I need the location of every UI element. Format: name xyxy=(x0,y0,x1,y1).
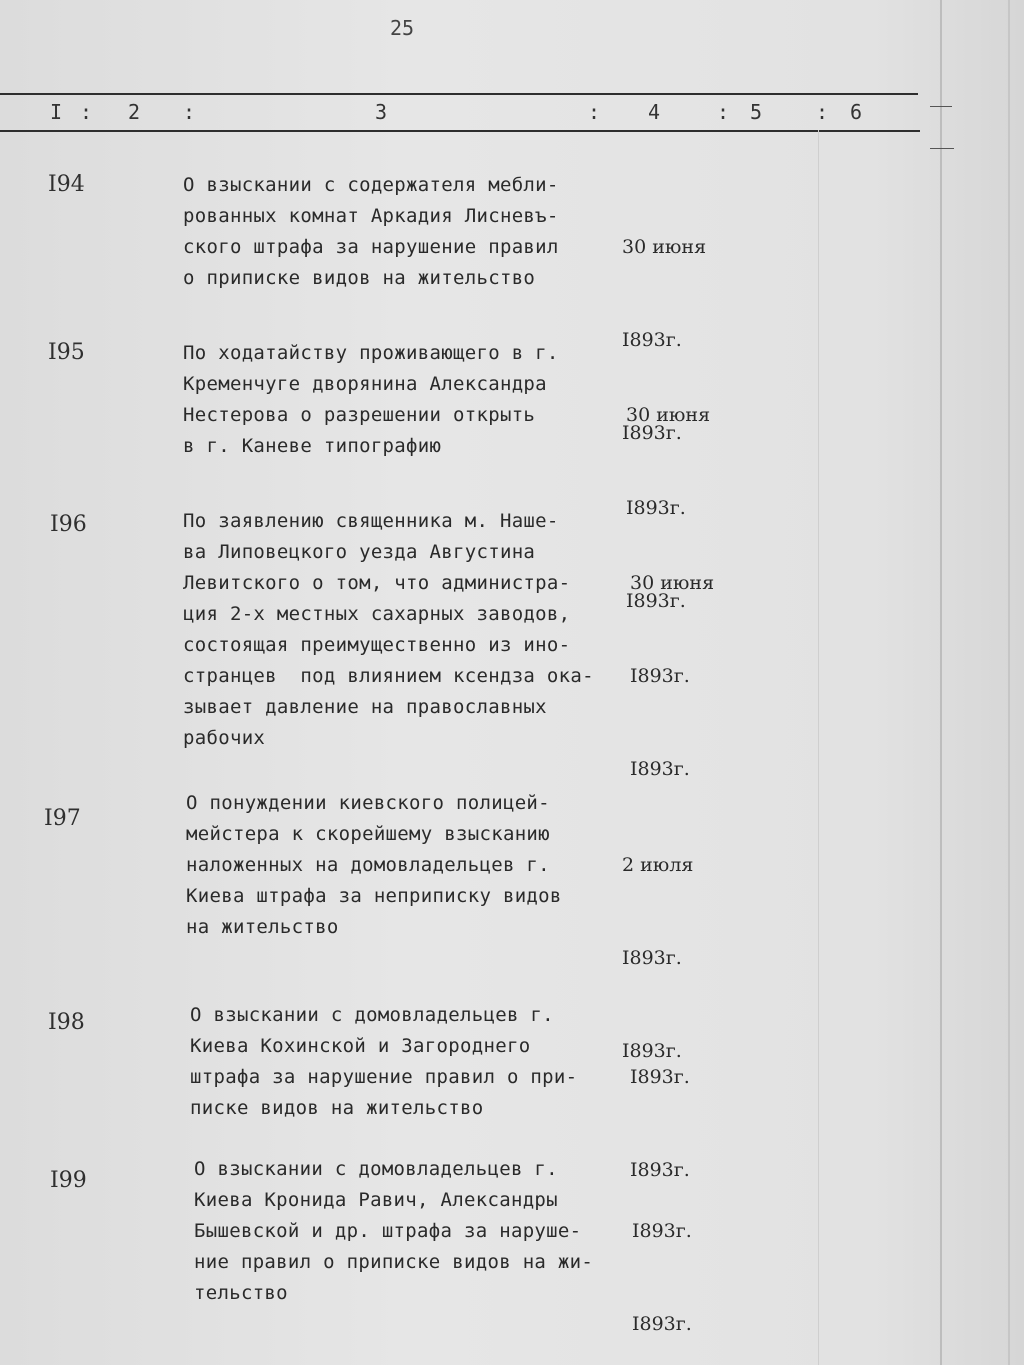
entry-date: I893г. xyxy=(626,590,686,612)
entry-date: I893г. xyxy=(630,758,690,780)
entry-date: 30 июня xyxy=(630,572,715,594)
entry-number: I99 xyxy=(50,1168,87,1193)
page-edge-line xyxy=(1008,0,1010,1365)
column-separator: : xyxy=(816,100,829,124)
header-top-rule xyxy=(0,93,918,95)
entry-date: I893г. xyxy=(626,497,686,519)
column-header: 3 xyxy=(375,100,388,124)
entry-number: I94 xyxy=(48,172,85,197)
column-header: 4 xyxy=(648,100,661,124)
entry-date: I893г. xyxy=(622,947,682,969)
entry-date: I893г. xyxy=(630,1066,690,1088)
column-header: I xyxy=(50,100,63,124)
column-divider xyxy=(818,130,819,1365)
margin-tick xyxy=(930,106,952,107)
entry-date: I893г. xyxy=(630,1159,690,1181)
entry-date: I893г. xyxy=(632,1313,692,1335)
entry-title: По заявлению священника м. Наше- ва Липовецкого уезда Августина Левитского о том, что администра- ция 2-х местных сахарных заводов, состоящая преимущественно из ино- странцев под влиянием ксендза ока- зывает давление на православных рабочих xyxy=(183,510,594,749)
entry-title: О взыскании с домовладельцев г. Киева Кохинской и Загороднего штрафа за нарушение правил о при- писке видов на жительство xyxy=(190,1004,578,1119)
column-header: 5 xyxy=(750,100,763,124)
margin-tick xyxy=(930,148,954,149)
entry-date: 2 июля xyxy=(622,854,694,876)
page-edge-line xyxy=(940,0,942,1365)
page-number: 25 xyxy=(390,16,415,40)
entry-dates xyxy=(632,1154,692,1365)
column-separator: : xyxy=(717,100,730,124)
entry-date: I893г. xyxy=(622,1040,682,1062)
column-separator: : xyxy=(183,100,196,124)
column-header-row xyxy=(0,96,920,130)
entry-date: 30 июня xyxy=(626,404,711,426)
entry-date: I893г. xyxy=(622,422,682,444)
entry-title: О взыскании с содержателя мебли- рованных комнат Аркадия Лисневъ- ского штрафа за нарушение правил о приписке видов на жительство xyxy=(183,174,559,289)
entry-number: I95 xyxy=(48,340,85,365)
column-separator: : xyxy=(80,100,93,124)
entry-title: О понуждении киевского полицей- мейстера к скорейшему взысканию наложенных на домовладельцев г. Киева штрафа за неприписку видов на жительство xyxy=(186,792,562,938)
column-header: 6 xyxy=(850,100,863,124)
entry-date: I893г. xyxy=(632,1220,692,1242)
header-bottom-rule xyxy=(0,130,920,132)
column-header: 2 xyxy=(128,100,141,124)
entry-title: О взыскании с домовладельцев г. Киева Кронида Равич, Александры Бышевской и др. штрафа за наруше- ние правил о приписке видов на жи- тельство xyxy=(194,1158,594,1304)
entry-date: I893г. xyxy=(622,329,682,351)
entry-date: 30 июня xyxy=(622,236,707,258)
entry-number: I96 xyxy=(50,512,87,537)
entry-number: I97 xyxy=(44,806,81,831)
entry-date: I893г. xyxy=(630,665,690,687)
column-separator: : xyxy=(588,100,601,124)
entry-title: По ходатайству проживающего в г. Кременчуге дворянина Александра Нестерова о разрешении открыть в г. Каневе типографию xyxy=(183,342,559,457)
entry-number: I98 xyxy=(48,1010,85,1035)
